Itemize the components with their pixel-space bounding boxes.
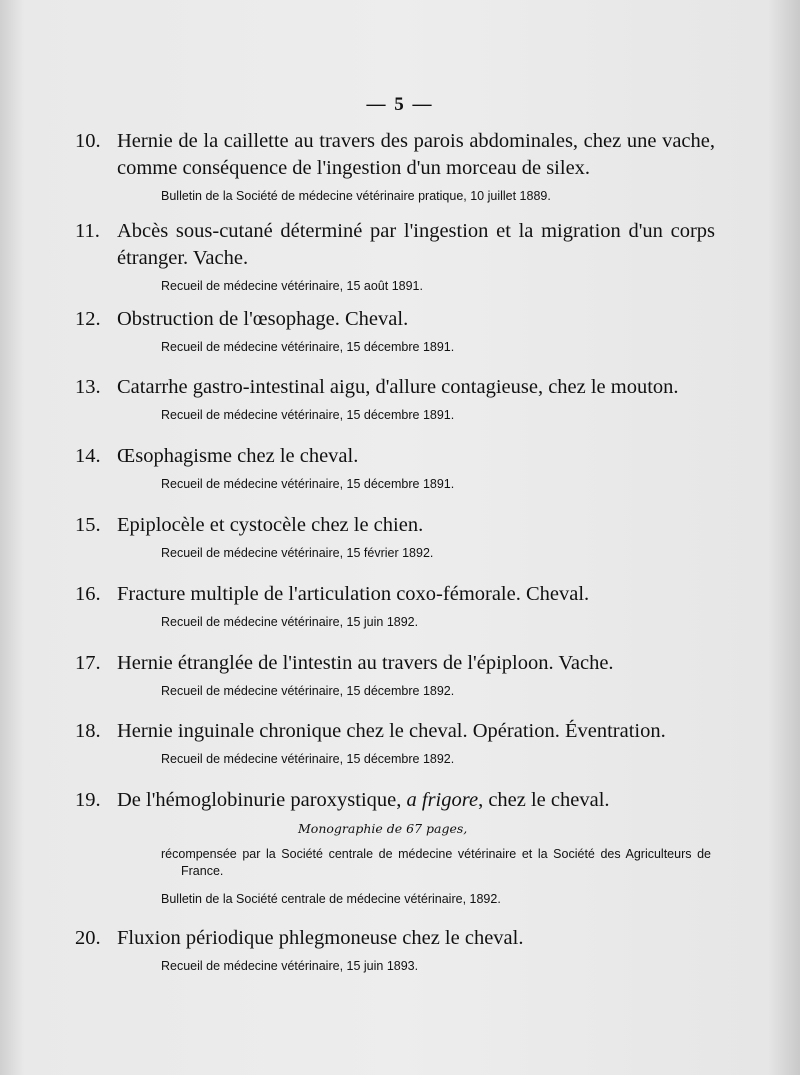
- page-number: — 5 —: [366, 94, 434, 115]
- entry-number: 10.: [75, 130, 101, 152]
- entry-title: 12. Obstruction de l'œsophage. Cheval.: [75, 306, 715, 333]
- entry-title-italic: a frigore: [406, 789, 479, 811]
- entry-reference: Recueil de médecine vétérinaire, 15 août 1891.: [161, 279, 423, 293]
- list-item: [75, 787, 715, 908]
- list-item: [75, 718, 715, 768]
- entry-number: 16.: [75, 583, 101, 605]
- entry-reference: Recueil de médecine vétérinaire, 15 juin 1892.: [161, 615, 419, 629]
- list-item: [75, 443, 715, 493]
- entry-reference: Recueil de médecine vétérinaire, 15 décembre 1891.: [161, 408, 455, 422]
- list-item: [75, 650, 715, 700]
- list-item: [75, 581, 715, 631]
- entry-number: 18.: [75, 720, 101, 742]
- entry-title: 20. Fluxion périodique phlegmoneuse chez le cheval.: [75, 925, 715, 952]
- entry-number: 19.: [75, 789, 101, 811]
- entry-title: 10. Hernie de la caillette au travers des parois abdominales, chez une vache, comme conséquence de l'ingestion d'un morceau de silex.: [75, 130, 715, 179]
- entry-title: 15. Epiplocèle et cystocèle chez le chien.: [75, 512, 715, 539]
- list-item: [75, 218, 715, 295]
- entry-title: 16. Fracture multiple de l'articulation coxo-fémorale. Cheval.: [75, 581, 715, 608]
- entry-number: 14.: [75, 445, 101, 467]
- entry-reference: Bulletin de la Société centrale de médecine vétérinaire, 1892.: [161, 892, 501, 906]
- list-item: [75, 925, 715, 975]
- entry-title: 18. Hernie inguinale chronique chez le cheval. Opération. Éventration.: [75, 718, 715, 745]
- list-item: [75, 374, 715, 424]
- entry-number: 20.: [75, 927, 101, 949]
- entry-reference: Recueil de médecine vétérinaire, 15 février 1892.: [161, 546, 434, 560]
- entry-reference: Recueil de médecine vétérinaire, 15 décembre 1891.: [161, 340, 455, 354]
- list-item: [75, 128, 715, 205]
- entry-number: 17.: [75, 652, 101, 674]
- entry-title: 11. Abcès sous-cutané déterminé par l'ingestion et la migration d'un corps étranger. Vache.: [75, 220, 715, 269]
- entry-monograph: Monographie de 67 pages,: [298, 821, 468, 836]
- entry-title: 13. Catarrhe gastro-intestinal aigu, d'allure contagieuse, chez le mouton.: [75, 374, 715, 401]
- entry-number: 13.: [75, 376, 101, 398]
- entry-award: récompensée par la Société centrale de médecine vétérinaire et la Société des Agriculteurs de France.: [161, 847, 711, 878]
- entry-number: 15.: [75, 514, 101, 536]
- entry-reference: Recueil de médecine vétérinaire, 15 décembre 1892.: [161, 684, 455, 698]
- entry-title: 17. Hernie étranglée de l'intestin au travers de l'épiploon. Vache.: [75, 650, 715, 677]
- entry-number: 11.: [75, 220, 100, 242]
- entry-title: 19. De l'hémoglobinurie paroxystique, a frigore, chez le cheval.: [75, 787, 715, 814]
- list-item: [75, 512, 715, 562]
- entry-title: 14. Œsophagisme chez le cheval.: [75, 443, 715, 470]
- entry-number: 12.: [75, 308, 101, 330]
- entry-reference: Bulletin de la Société de médecine vétérinaire pratique, 10 juillet 1889.: [161, 189, 551, 203]
- entry-reference: Recueil de médecine vétérinaire, 15 juin 1893.: [161, 959, 419, 973]
- list-item: [75, 306, 715, 356]
- entry-reference: Recueil de médecine vétérinaire, 15 décembre 1891.: [161, 477, 455, 491]
- entry-reference: Recueil de médecine vétérinaire, 15 décembre 1892.: [161, 752, 455, 766]
